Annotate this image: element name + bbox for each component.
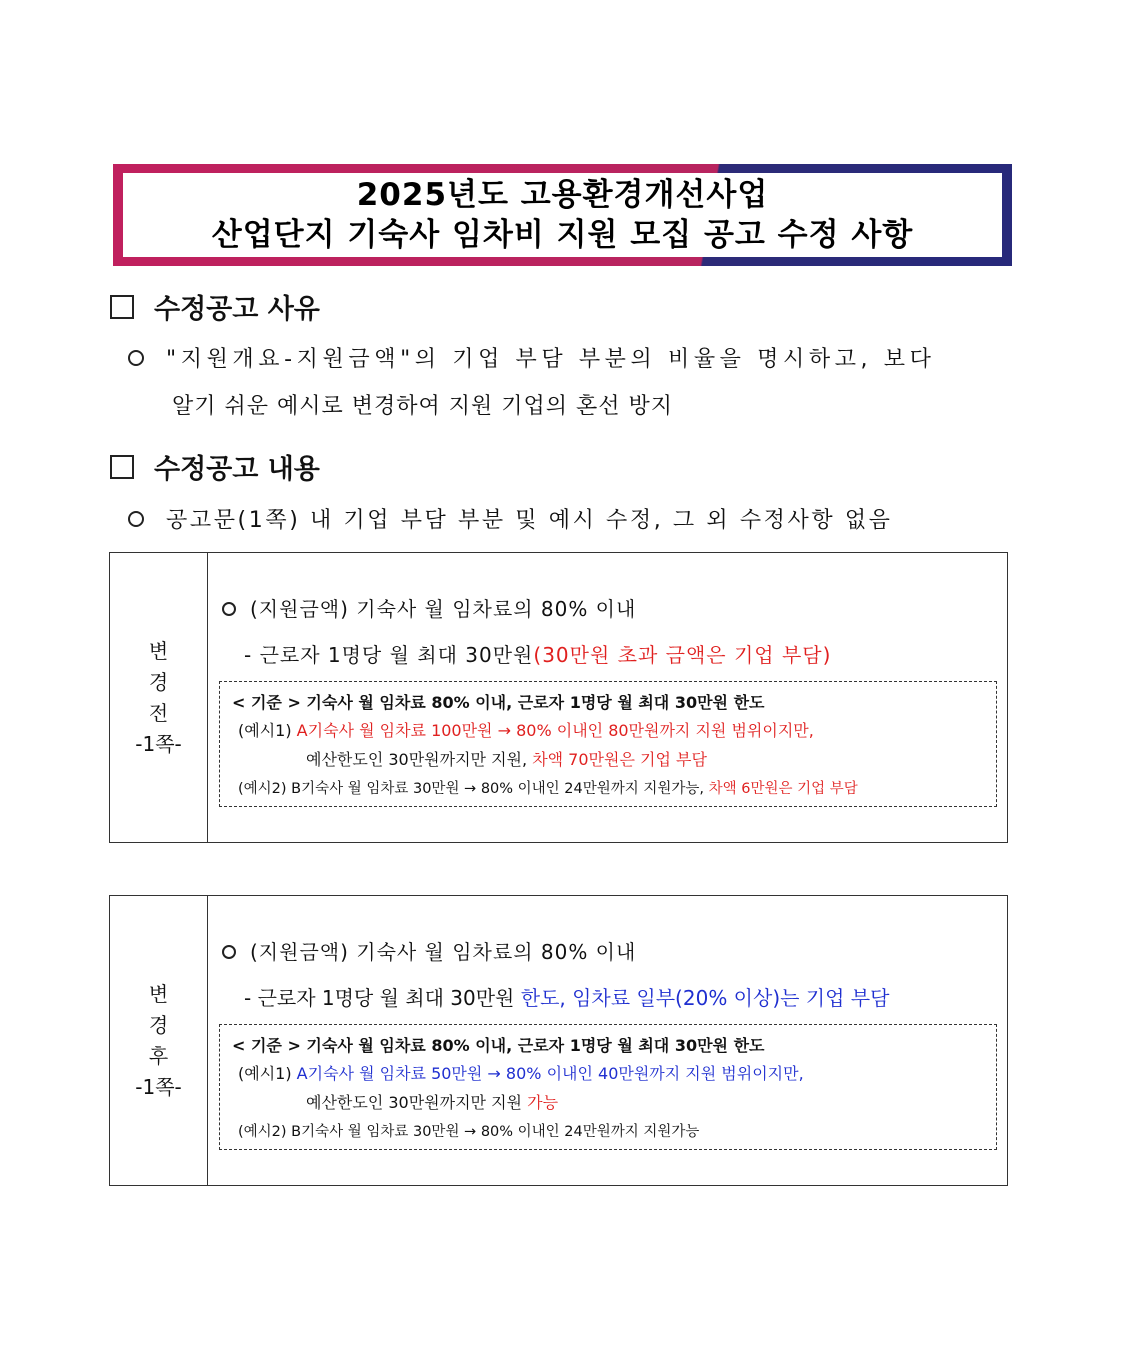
after-amount-text: (지원금액) 기숙사 월 임차료의 80% 이내: [250, 940, 637, 964]
after-label: [110, 896, 208, 1185]
section-heading-content: [110, 447, 320, 486]
square-bullet-icon: [110, 455, 134, 479]
before-example-1: [238, 718, 814, 741]
before-label-2: 경: [148, 669, 169, 694]
title-line-1: 2025년도 고용환경개선사업: [356, 177, 769, 213]
before-ex1-prefix: (예시1): [238, 721, 292, 740]
before-amount-text: (지원금액) 기숙사 월 임차료의 80% 이내: [250, 597, 637, 621]
after-example-2: (예시2) B기숙사 월 임차료 30만원 → 80% 이내인 24만원까지 지원가능: [238, 1124, 700, 1140]
before-criteria: < 기준 > 기숙사 월 임차료 80% 이내, 근로자 1명당 월 최대 30만원 한도: [232, 693, 765, 712]
before-ex1b-plain: 예산한도인 30만원까지만 지원,: [306, 750, 528, 769]
before-sub: [244, 639, 831, 668]
after-criteria: < 기준 > 기숙사 월 임차료 80% 이내, 근로자 1명당 월 최대 30만원 한도: [232, 1036, 765, 1055]
reason-text-1: "지원개요-지원금액"의 기업 부담 부분의 비율을 명시하고, 보다: [166, 347, 936, 372]
after-ex1b-plain: 예산한도인 30만원까지만 지원: [306, 1093, 523, 1112]
reason-line-1: [128, 342, 1014, 373]
before-example-box: [219, 681, 997, 807]
before-example-1b: [306, 747, 707, 770]
after-example-1: [238, 1061, 804, 1084]
before-sub-prefix: - 근로자 1명당 월 최대 30만원: [244, 643, 534, 667]
before-ex1b-red: 차액 70만원은 기업 부담: [532, 750, 707, 769]
before-example-2: [238, 777, 858, 798]
after-ex1-prefix: (예시1): [238, 1064, 292, 1083]
after-amount: [222, 936, 636, 965]
after-ex1b-red: 가능: [527, 1093, 559, 1112]
content-line: [128, 503, 893, 534]
content-text: 공고문(1쪽) 내 기업 부담 부분 및 예시 수정, 그 외 수정사항 없음: [166, 508, 893, 533]
before-ex1-red: A기숙사 월 임차료 100만원 → 80% 이내인 80만원까지 지원 범위이지만,: [296, 721, 814, 740]
before-label-3: 전: [148, 700, 169, 725]
after-sub-prefix: - 근로자 1명당 월 최대 30만원: [244, 986, 515, 1010]
after-sub: [244, 982, 889, 1011]
circle-bullet-icon: [128, 350, 144, 366]
circle-bullet-icon: [128, 511, 144, 527]
after-ex1-blue: A기숙사 월 임차료 50만원 → 80% 이내인 40만원까지 지원 범위이지만,: [296, 1064, 804, 1083]
before-label-4: -1쪽-: [135, 731, 182, 756]
before-sub-red: (30만원 초과 금액은 기업 부담): [533, 643, 832, 667]
title-banner: [113, 164, 1012, 266]
before-ex2-red: 차액 6만원은 기업 부담: [708, 781, 858, 797]
section-heading-content-text: 수정공고 내용: [154, 454, 320, 485]
section-heading-reason: [110, 287, 320, 326]
after-label-1: 변: [148, 981, 169, 1006]
after-label-3: 후: [148, 1043, 169, 1068]
section-heading-reason-text: 수정공고 사유: [154, 294, 320, 325]
circle-bullet-icon: [222, 945, 236, 959]
before-table: [109, 552, 1008, 843]
reason-line-2: 알기 쉬운 예시로 변경하여 지원 기업의 혼선 방지: [172, 394, 673, 419]
before-ex2-plain: (예시2) B기숙사 월 임차료 30만원 → 80% 이내인 24만원까지 지원가능,: [238, 781, 705, 797]
square-bullet-icon: [110, 295, 134, 319]
before-label-1: 변: [148, 638, 169, 663]
after-sub-blue: 한도, 임차료 일부(20% 이상)는 기업 부담: [520, 986, 890, 1010]
after-example-box: [219, 1024, 997, 1150]
after-label-4: -1쪽-: [135, 1074, 182, 1099]
after-example-1b: [306, 1090, 558, 1113]
title-line-2: 산업단지 기숙사 임차비 지원 모집 공고 수정 사항: [211, 217, 914, 253]
title-box: [123, 173, 1002, 257]
before-amount: [222, 593, 636, 622]
after-label-2: 경: [148, 1012, 169, 1037]
circle-bullet-icon: [222, 602, 236, 616]
before-label: [110, 553, 208, 842]
after-table: [109, 895, 1008, 1186]
